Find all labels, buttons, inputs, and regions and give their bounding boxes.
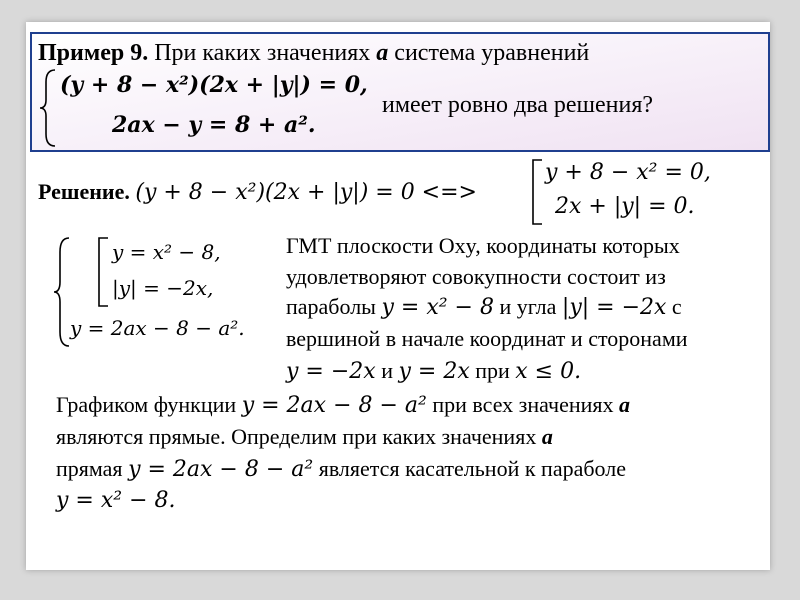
system2-line3: y = 2ax − 8 − a². xyxy=(70,316,245,340)
graph-line4: y = x² − 8. xyxy=(56,488,176,513)
system2-bracket xyxy=(96,236,110,308)
graph-l1-p: a xyxy=(619,392,631,417)
gmt-line3-m1: y = x² − 8 xyxy=(381,295,494,320)
problem-question-start: При каких значениях xyxy=(154,40,371,66)
gmt-line3-c: с xyxy=(671,294,682,319)
gmt-line4: вершиной в начале координат и сторонами xyxy=(286,326,688,351)
solution-bracket xyxy=(530,158,544,226)
graph-line3 xyxy=(56,456,626,482)
system2-line2: |y| = −2x, xyxy=(112,276,214,300)
graph-l3-b: является касательной к параболе xyxy=(318,456,626,481)
problem-statement xyxy=(38,40,589,67)
graph-line2 xyxy=(56,424,553,450)
system2-brace xyxy=(52,236,72,348)
solution-line xyxy=(38,179,477,205)
graph-l1-m: y = 2ax − 8 − a² xyxy=(241,393,427,418)
gmt-line5-b: при xyxy=(475,358,510,383)
problem-question-end: система уравнений xyxy=(394,40,590,66)
solution-case2: 2x + |y| = 0. xyxy=(555,194,695,219)
graph-l3-m: y = 2ax − 8 − a² xyxy=(128,457,314,482)
solution-eq: (y + 8 − x²)(2x + |y|) = 0 <=> xyxy=(135,180,477,205)
gmt-line5 xyxy=(286,358,581,384)
gmt-line5-m2: y = 2x xyxy=(398,359,470,384)
solution-label: Решение. xyxy=(38,179,130,204)
gmt-line3-b: и угла xyxy=(499,294,557,319)
graph-l1-a: Графиком функции xyxy=(56,392,237,417)
system-brace xyxy=(38,68,58,148)
solution-case1: y + 8 − x² = 0, xyxy=(545,160,711,185)
problem-eq1: (y + 8 − x²)(2x + |y|) = 0, xyxy=(60,72,368,98)
gmt-line5-m1: y = −2x xyxy=(286,359,376,384)
gmt-line1: ГМТ плоскости Oxy, координаты которых xyxy=(286,233,680,258)
gmt-line5-a: и xyxy=(381,358,393,383)
gmt-line2: удовлетворяют совокупности состоит из xyxy=(286,264,666,289)
problem-param: a xyxy=(376,40,389,66)
gmt-line3 xyxy=(286,294,682,320)
gmt-line5-m3: x ≤ 0. xyxy=(515,359,582,384)
system2-line1: y = x² − 8, xyxy=(112,240,221,264)
problem-box xyxy=(30,32,770,152)
problem-eq2: 2ax − y = 8 + a². xyxy=(112,112,316,138)
graph-l3-a: прямая xyxy=(56,456,123,481)
graph-line1 xyxy=(56,392,630,418)
graph-l2-p: a xyxy=(541,424,553,449)
problem-tail: имеет ровно два решения? xyxy=(382,92,654,118)
gmt-line3-m2: |y| = −2x xyxy=(561,295,667,320)
gmt-line3-a: параболы xyxy=(286,294,376,319)
graph-l2: являются прямые. Определим при каких значениях xyxy=(56,424,537,449)
graph-l1-b: при всех значениях xyxy=(432,392,614,417)
problem-heading: Пример 9. xyxy=(38,40,149,66)
